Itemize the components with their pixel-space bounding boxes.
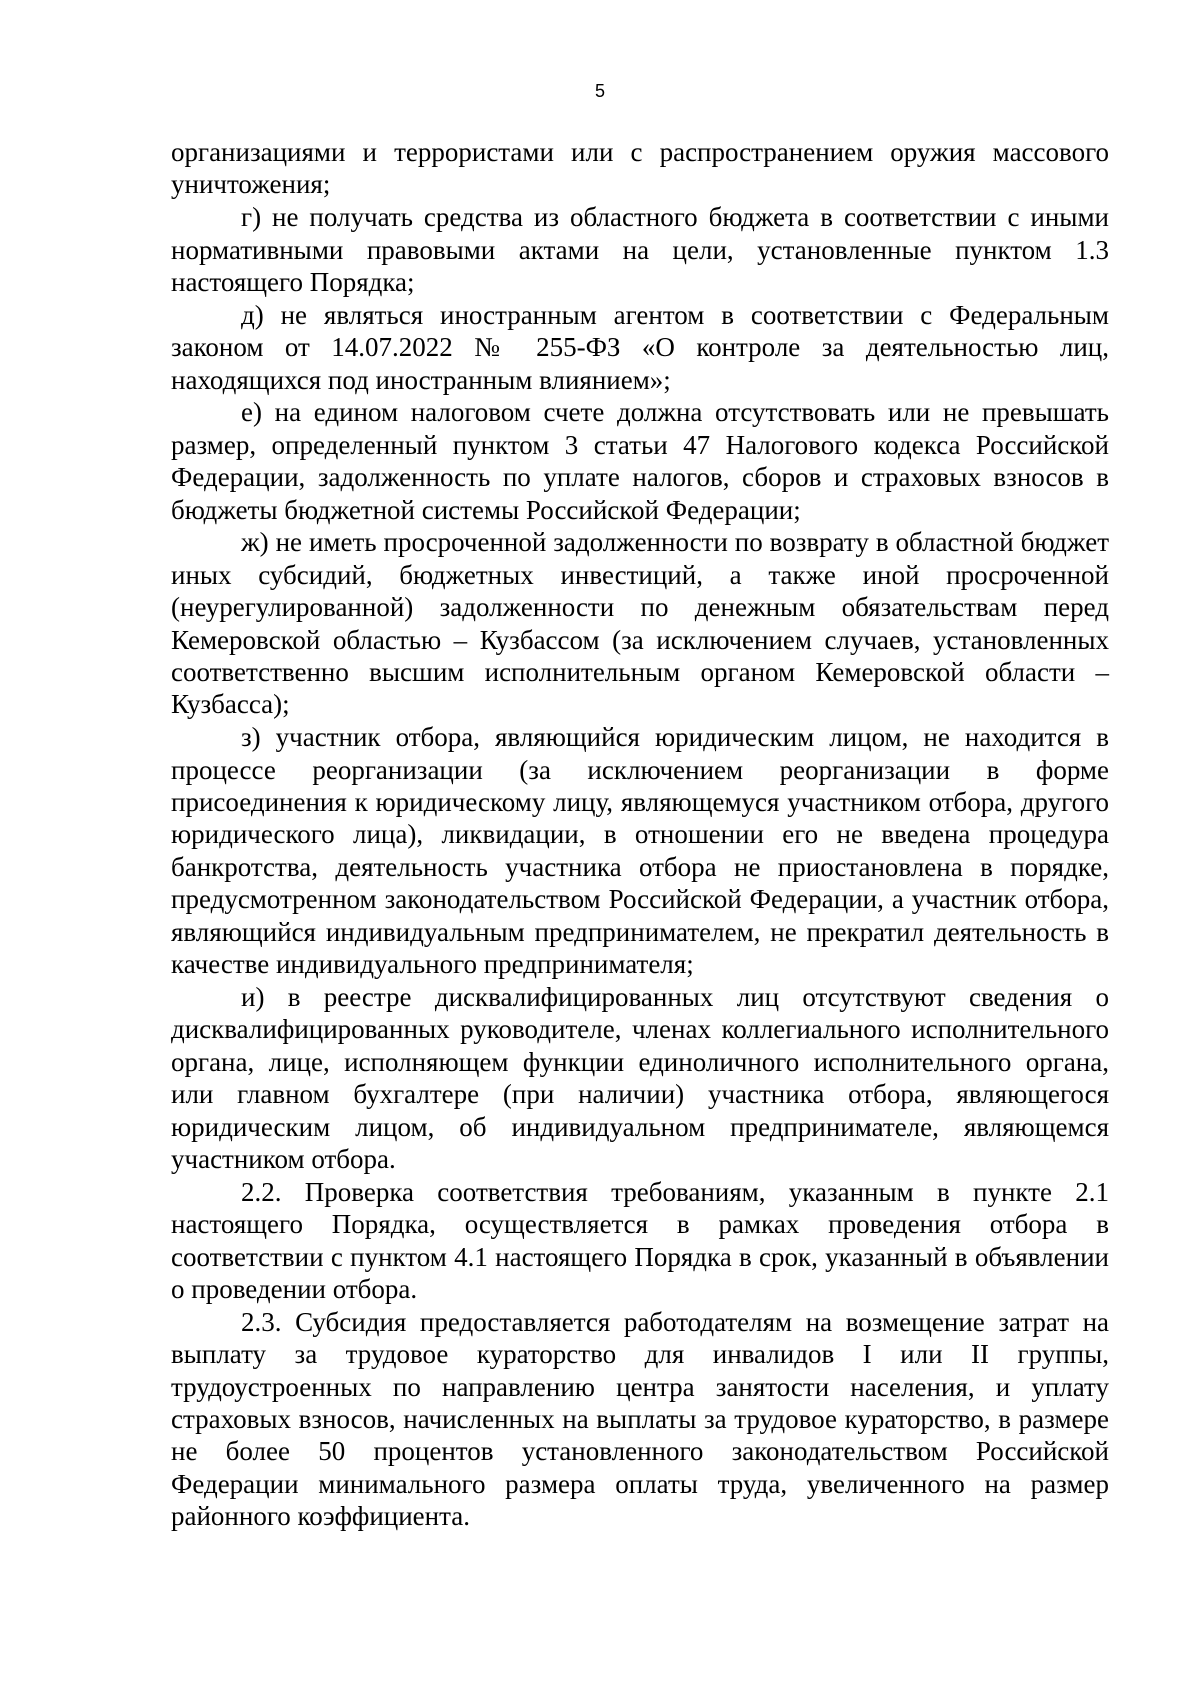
- paragraph-item-g: г) не получать средства из областного бюджета в соответствии с иными нормативными правовыми актами на цели, установленные пунктом 1.3 настоящего Порядка;: [171, 202, 1109, 298]
- paragraph-item-z: з) участник отбора, являющийся юридическим лицом, не находится в процессе реорганизации (за исключением реорганизации в форме присоединения к юридическому лицу, являющемуся участником отбора, другого юридического лица), ликвидации, в отношении его не введена процедура банкротства, деятельность участника отбора не приостановлена в порядке, предусмотренном законодательством Российской Федерации, а участник отбора, являющийся индивидуальным предпринимателем, не прекратил деятельность в качестве индивидуального предпринимателя;: [171, 722, 1109, 980]
- page-number: 5: [594, 81, 605, 101]
- paragraph-item-zh: ж) не иметь просроченной задолженности по возврату в областной бюджет иных субсидий, бюджетных инвестиций, а также иной просроченной (неурегулированной) задолженности по денежным обязательствам перед Кемеровской областью – Кузбассом (за исключением случаев, установленных соответственно высшим исполнительным органом Кемеровской области – Кузбасса);: [171, 527, 1109, 720]
- paragraph-item-e: е) на едином налоговом счете должна отсутствовать или не превышать размер, определенный пунктом 3 статьи 47 Налогового кодекса Российской Федерации, задолженность по уплате налогов, сборов и страховых взносов в бюджеты бюджетной системы Российской Федерации;: [171, 397, 1109, 525]
- paragraph-item-i: и) в реестре дисквалифицированных лиц отсутствуют сведения о дисквалифицированных руководителе, членах коллегиального исполнительного органа, лице, исполняющем функции единоличного исполнительного органа, или главном бухгалтере (при наличии) участника отбора, являющегося юридическим лицом, об индивидуальном предпринимателе, являющемся участником отбора.: [171, 981, 1109, 1174]
- document-body: [171, 136, 1109, 1533]
- paragraph-clause-2-2: 2.2. Проверка соответствия требованиям, указанным в пункте 2.1 настоящего Порядка, осуществляется в рамках проведения отбора в соответствии с пунктом 4.1 настоящего Порядка в срок, указанный в объявлении о проведении отбора.: [171, 1176, 1109, 1304]
- paragraph-clause-2-3: 2.3. Субсидия предоставляется работодателям на возмещение затрат на выплату за трудовое кураторство для инвалидов I или II группы, трудоустроенных по направлению центра занятости населения, и уплату страховых взносов, начисленных на выплаты за трудовое кураторство, в размере не более 50 процентов установленного законодательством Российской Федерации минимального размера оплаты труда, увеличенного на размер районного коэффициента.: [171, 1306, 1109, 1532]
- paragraph-item-d: д) не являться иностранным агентом в соответствии с Федеральным законом от 14.07.2022 № 255-ФЗ «О контроле за деятельностью лиц, находящихся под иностранным влиянием»;: [171, 299, 1109, 395]
- paragraph-continuation: организациями и террористами или с распространением оружия массового уничтожения;: [171, 137, 1109, 200]
